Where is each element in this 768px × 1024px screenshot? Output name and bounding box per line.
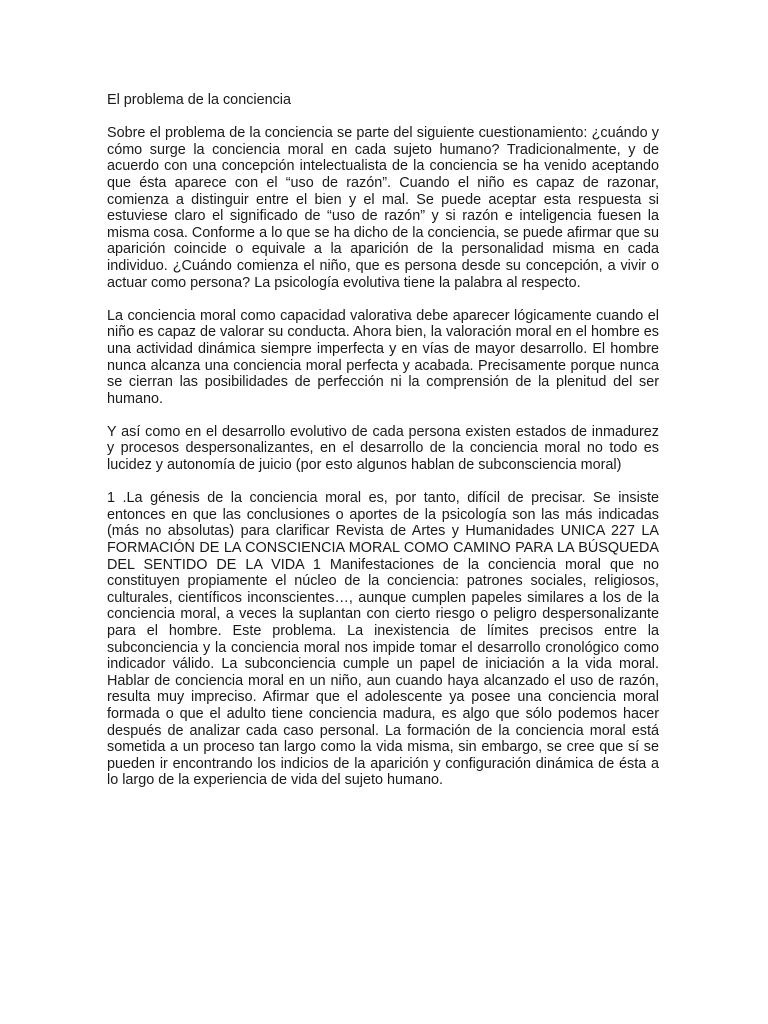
paragraph-1: Sobre el problema de la conciencia se parte del siguiente cuestionamiento: ¿cuándo y cómo surge la conciencia moral en cada sujeto humano? Tradicionalmente, y de acuerdo con una concepción intelectualista de la conciencia se ha venido aceptando que ésta aparece con el “uso de razón”. Cuando el niño es capaz de razonar, comienza a distinguir entre el bien y el mal. Se puede aceptar esta respuesta si estuviese claro el significado de “uso de razón” y si razón e inteligencia fuesen la misma cosa. Conforme a lo que se ha dicho de la conciencia, se puede afirmar que su aparición coincide o equivale a la aparición de la personalidad misma en cada individuo. ¿Cuándo comienza el niño, que es persona desde su concepción, a vivir o actuar como persona? La psicología evolutiva tiene la palabra al respecto.: [107, 125, 659, 291]
paragraph-4: 1 .La génesis de la conciencia moral es, por tanto, difícil de precisar. Se insiste entonces en que las conclusiones o aportes de la psicología son las más indicadas (más no absolutas) para clarificar Revista de Artes y Humanidades UNICA 227 LA FORMACIÓN DE LA CONSCIENCIA MORAL COMO CAMINO PARA LA BÚSQUEDA DEL SENTIDO DE LA VIDA 1 Manifestaciones de la conciencia moral que no constituyen propiamente el núcleo de la conciencia: patrones sociales, religiosos, culturales, científicos inconscientes…, aunque cumplen papeles similares a los de la conciencia moral, a veces la suplantan con cierto riesgo o peligro despersonalizante para el hombre. Este problema. La inexistencia de límites precisos entre la subconciencia y la conciencia moral nos impide tomar el desarrollo cronológico como indicador válido. La subconciencia cumple un papel de iniciación a la vida moral. Hablar de conciencia moral en un niño, aun cuando haya alcanzado el uso de razón, resulta muy impreciso. Afirmar que el adolescente ya posee una conciencia moral formada o que el adulto tiene conciencia madura, es algo que sólo podemos hacer después de analizar cada caso personal. La formación de la conciencia moral está sometida a un proceso tan largo como la vida misma, sin embargo, se cree que sí se pueden ir encontrando los indicios de la aparición y configuración dinámica de ésta a lo largo de la experiencia de vida del sujeto humano.: [107, 490, 659, 789]
paragraph-2: La conciencia moral como capacidad valorativa debe aparecer lógicamente cuando el niño es capaz de valorar su conducta. Ahora bien, la valoración moral en el hombre es una actividad dinámica siempre imperfecta y en vías de mayor desarrollo. El hombre nunca alcanza una conciencia moral perfecta y acabada. Precisamente porque nunca se cierran las posibilidades de perfección ni la comprensión de la plenitud del ser humano.: [107, 307, 659, 407]
paragraph-3: Y así como en el desarrollo evolutivo de cada persona existen estados de inmadurez y procesos despersonalizantes, en el desarrollo de la conciencia moral no todo es lucidez y autonomía de juicio (por esto algunos hablan de subconsciencia moral): [107, 423, 659, 474]
document-title: El problema de la conciencia: [107, 92, 291, 108]
document-page: [107, 92, 659, 806]
